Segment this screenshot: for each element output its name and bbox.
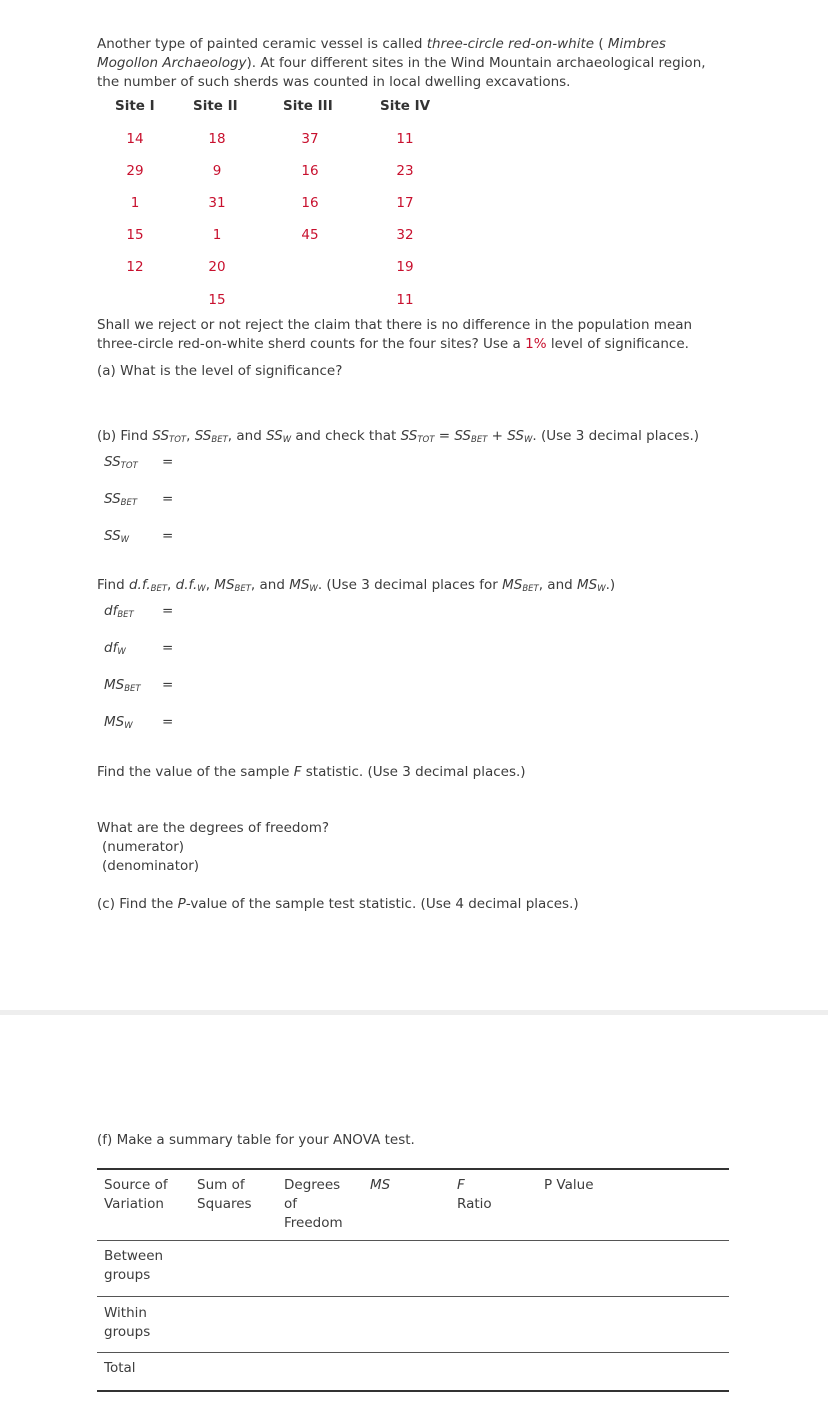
sub-tot: TOT <box>417 435 435 445</box>
equals-sign: = <box>162 603 174 619</box>
header-site-4: Site IV <box>380 98 431 114</box>
label-main: SS <box>104 454 121 470</box>
intro-vessel-name: three-circle red-on-white <box>426 36 595 52</box>
intro-source: Mimbres Mogollon Archaeology <box>97 36 666 71</box>
equals-sign: = <box>162 677 174 693</box>
alpha-value: 1% <box>525 336 547 352</box>
sub-tot: TOT <box>169 435 187 445</box>
ms-symbol: MS <box>289 577 310 593</box>
label-main: MS <box>104 714 125 730</box>
ms-symbol: MS <box>214 577 235 593</box>
equals-sign: = <box>162 454 174 470</box>
ss-symbol: SS <box>454 428 471 444</box>
sub-w: W <box>523 435 533 445</box>
sub-bet: BET <box>522 584 539 594</box>
label-sub: W <box>120 535 130 545</box>
table-rule <box>97 1296 729 1297</box>
table-rule-top <box>97 1168 729 1170</box>
section-divider <box>0 1010 828 1015</box>
and-text: , and <box>227 428 267 444</box>
df-w-label <box>104 640 126 657</box>
end-text: .) <box>605 577 616 593</box>
site1-value: 29 <box>126 163 144 179</box>
row-line: Between <box>104 1248 164 1264</box>
header-line: Degrees <box>284 1177 341 1193</box>
header-site-3: Site III <box>283 98 333 114</box>
label-sub: TOT <box>120 461 138 471</box>
ss-symbol: SS <box>266 428 283 444</box>
ms-w-label <box>104 714 133 731</box>
problem-intro <box>97 35 727 92</box>
ms-symbol: MS <box>502 577 523 593</box>
site2-value: 15 <box>208 292 226 308</box>
eq-text: = <box>434 428 455 444</box>
f-symbol: F <box>293 764 302 780</box>
ss-symbol: SS <box>507 428 524 444</box>
header-line: Source of <box>104 1177 168 1193</box>
label-main: SS <box>104 491 121 507</box>
plus-text: + <box>487 428 508 444</box>
table-rule <box>97 1240 729 1241</box>
check-text: and check that <box>291 428 401 444</box>
sub-w: W <box>197 584 206 594</box>
header-ms: MS <box>370 1177 391 1193</box>
sub-w: W <box>597 584 606 594</box>
dof-denominator-label: (denominator) <box>102 858 200 874</box>
ss-tot-label <box>104 454 138 471</box>
header-line: Squares <box>197 1196 252 1212</box>
row-total: Total <box>104 1360 136 1376</box>
intro-text-3: ). At four different sites in the Wind Mountain archaeological region, the number of such sherds was counted in local dwelling excavations. <box>97 55 706 90</box>
sub-bet: BET <box>211 435 228 445</box>
site2-value: 18 <box>208 131 226 147</box>
df-bet-label <box>104 603 134 620</box>
claim-question <box>97 316 727 354</box>
header-line: Ratio <box>457 1196 492 1212</box>
site1-value: 12 <box>126 259 144 275</box>
sep-text: , <box>167 577 176 593</box>
header-line: Sum of <box>197 1177 245 1193</box>
intro-text: Another type of painted ceramic vessel is called <box>97 36 427 52</box>
ms-symbol: MS <box>577 577 598 593</box>
part-b-suffix: . (Use 3 decimal places.) <box>532 428 700 444</box>
ss-symbol: SS <box>400 428 418 444</box>
part-f-prompt: (f) Make a summary table for your ANOVA test. <box>97 1132 415 1148</box>
df-symbol: d.f. <box>175 577 198 593</box>
label-main: df <box>104 603 118 619</box>
table-rule <box>97 1352 729 1353</box>
row-line: groups <box>104 1324 151 1340</box>
p-symbol: P <box>177 896 186 912</box>
prompt-text-2: -value of the sample test statistic. (Use 4 decimal places.) <box>185 896 579 912</box>
label-sub: W <box>124 721 133 731</box>
table-rule-bottom <box>97 1390 729 1392</box>
header-site-2: Site II <box>193 98 238 114</box>
header-sum-squares <box>197 1176 252 1214</box>
site2-value: 20 <box>208 259 226 275</box>
site1-value: 15 <box>126 227 144 243</box>
header-p-value: P Value <box>544 1177 594 1193</box>
dof-numerator-label: (numerator) <box>102 839 185 855</box>
header-line: of <box>284 1196 298 1212</box>
site4-value: 17 <box>396 195 414 211</box>
prompt-text: Find <box>97 577 129 593</box>
site2-value: 1 <box>212 227 222 243</box>
prompt-text: Find the value of the sample <box>97 764 294 780</box>
equals-sign: = <box>162 528 174 544</box>
site4-value: 23 <box>396 163 414 179</box>
site2-value: 31 <box>208 195 226 211</box>
site1-value: 1 <box>130 195 140 211</box>
site4-value: 19 <box>396 259 414 275</box>
site4-value: 32 <box>396 227 414 243</box>
header-site-1: Site I <box>115 98 155 114</box>
label-main: MS <box>104 677 125 693</box>
sub-w: W <box>282 435 292 445</box>
sub-bet: BET <box>234 584 251 594</box>
row-within-groups <box>104 1304 150 1342</box>
ms-bet-label <box>104 677 141 694</box>
site1-value: 14 <box>126 131 144 147</box>
label-main: SS <box>104 528 121 544</box>
label-sub: BET <box>117 610 134 620</box>
equals-sign: = <box>162 491 174 507</box>
df-ms-prompt <box>97 577 615 594</box>
ss-symbol: SS <box>194 428 212 444</box>
equals-sign: = <box>162 714 174 730</box>
label-main: df <box>104 640 118 656</box>
label-sub: W <box>117 647 126 657</box>
header-degrees-freedom <box>284 1176 343 1233</box>
site4-value: 11 <box>396 292 414 308</box>
row-line: groups <box>104 1267 151 1283</box>
equals-sign: = <box>162 640 174 656</box>
site3-value: 37 <box>301 131 319 147</box>
part-b-text: (b) Find <box>97 428 153 444</box>
header-line: Freedom <box>284 1215 343 1231</box>
f-stat-prompt <box>97 764 526 780</box>
row-line: Within <box>104 1305 147 1321</box>
ss-w-label <box>104 528 129 545</box>
sub-bet: BET <box>470 435 488 445</box>
question-text-2: level of significance. <box>546 336 689 352</box>
ss-bet-label <box>104 491 137 508</box>
site3-value: 16 <box>301 163 319 179</box>
ss-symbol: SS <box>152 428 170 444</box>
mid-text: . (Use 3 decimal places for <box>317 577 503 593</box>
prompt-text: (c) Find the <box>97 896 178 912</box>
part-c-prompt <box>97 896 579 912</box>
site2-value: 9 <box>212 163 222 179</box>
question-text: Shall we reject or not reject the claim that there is no difference in the population mean three-circle red-on-white sherd counts for the four sites? Use a <box>97 317 693 352</box>
site3-value: 16 <box>301 195 319 211</box>
label-sub: BET <box>120 498 138 508</box>
header-source <box>104 1176 168 1214</box>
part-a-prompt: (a) What is the level of significance? <box>97 363 343 379</box>
site4-value: 11 <box>396 131 414 147</box>
header-line: F <box>457 1177 465 1193</box>
and-text: , and <box>250 577 290 593</box>
sub-bet: BET <box>150 584 168 594</box>
site3-value: 45 <box>301 227 319 243</box>
dof-question: What are the degrees of freedom? <box>97 820 330 836</box>
df-symbol: d.f. <box>128 577 151 593</box>
sep-text: , <box>205 577 215 593</box>
intro-text-2: ( <box>594 36 608 52</box>
prompt-text-2: statistic. (Use 3 decimal places.) <box>301 764 526 780</box>
header-f-ratio <box>457 1176 492 1214</box>
label-sub: BET <box>124 684 141 694</box>
row-between-groups <box>104 1247 163 1285</box>
and-text: , and <box>538 577 577 593</box>
sub-w: W <box>309 584 318 594</box>
part-b-prompt: (b) Find $SS_{TOT}$, $SS_{BET}$, and $SS_W$ and check that $SS_{TOT} = SS_{BET} + SS_W$. (Use 3 decimal places.) <box>97 428 700 445</box>
header-line: Variation <box>104 1196 164 1212</box>
